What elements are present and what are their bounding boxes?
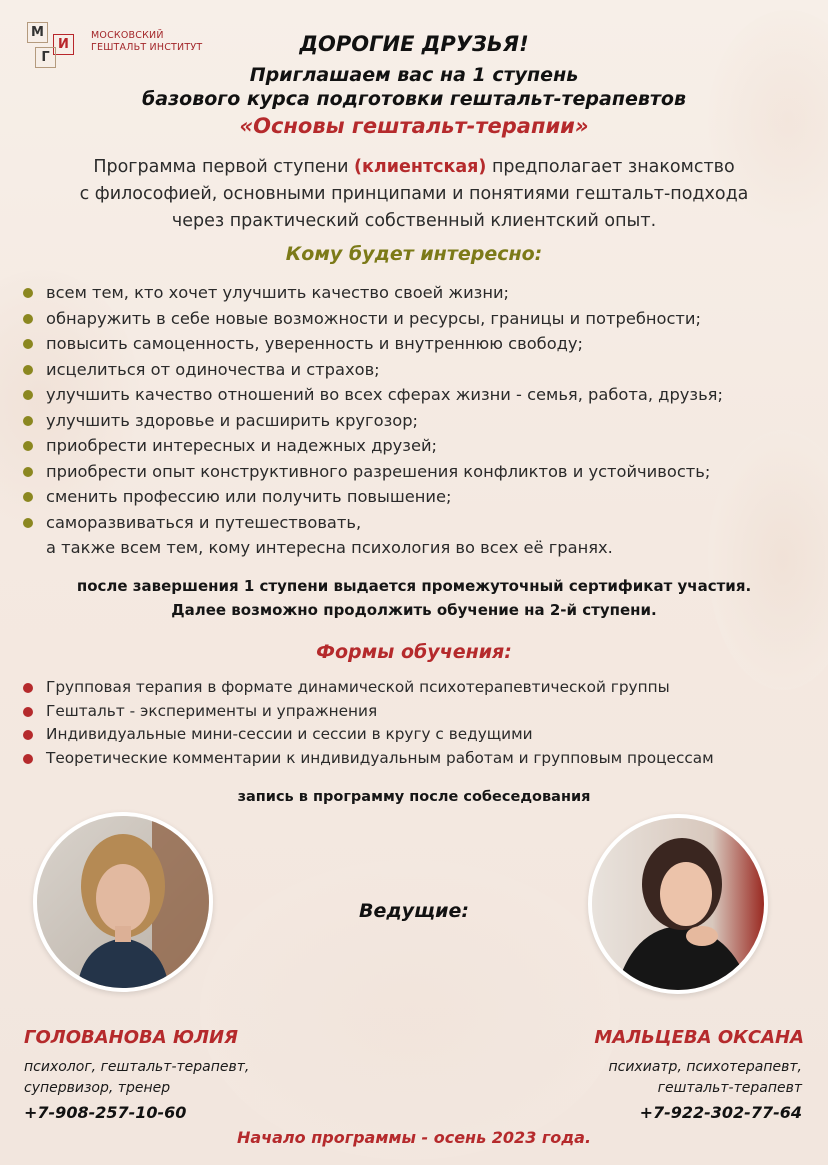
- list-item: [22, 700, 812, 724]
- list-item: [22, 459, 812, 485]
- certificate-line: после завершения 1 ступени выдается промежуточный сертификат участия.: [76, 577, 752, 595]
- logo-line: МОСКОВСКИЙ: [91, 30, 164, 41]
- list-item: [22, 382, 812, 408]
- intro-line: [20, 154, 808, 181]
- list-item-text: приобрести опыт конструктивного разрешения конфликтов и устойчивость;: [46, 461, 711, 481]
- host-role-line: психиатр, психотерапевт,: [608, 1059, 802, 1075]
- list-item: [22, 306, 812, 332]
- list-item-text: Индивидуальные мини-сессии и сессии в кругу с ведущими: [46, 725, 533, 743]
- list-item-text: обнаружить в себе новые возможности и ресурсы, границы и потребности;: [46, 308, 701, 328]
- host-name: МАЛЬЦЕВА ОКСАНА: [594, 1027, 804, 1048]
- program-start-note: Начало программы - осень 2023 года.: [236, 1128, 592, 1147]
- logo-letter: М: [27, 22, 48, 43]
- list-item: [22, 433, 812, 459]
- host-phone[interactable]: +7-908-257-10-60: [24, 1103, 187, 1122]
- bullet-icon: [23, 683, 33, 693]
- enrollment-note: запись в программу после собеседования: [237, 789, 591, 805]
- list-item-text: повысить самоценность, уверенность и внутреннюю свободу;: [46, 334, 584, 353]
- intro-paragraph: [20, 154, 808, 235]
- bullet-icon: [23, 754, 33, 764]
- bullet-icon: [23, 416, 33, 426]
- bullet-icon: [23, 467, 33, 477]
- audience-heading: Кому будет интересно:: [285, 243, 543, 265]
- host-role: [24, 1057, 249, 1099]
- course-name: «Основы гештальт-терапии»: [239, 114, 589, 138]
- bullet-icon: [23, 288, 33, 298]
- subtitle-line: Приглашаем вас на 1 ступень: [249, 64, 579, 86]
- intro-line: через практический собственный клиентский опыт.: [171, 211, 657, 231]
- host-role-line: гештальт-терапевт: [657, 1080, 802, 1096]
- bullet-icon: [23, 339, 33, 349]
- list-item: [22, 723, 812, 747]
- bullet-icon: [23, 441, 33, 451]
- certificate-line: Далее возможно продолжить обучение на 2-й ступени.: [171, 601, 657, 619]
- bullet-icon: [23, 730, 33, 740]
- list-item-text: всем тем, кто хочет улучшить качество своей жизни;: [46, 283, 510, 302]
- list-item: [22, 408, 812, 434]
- list-item-text: Теоретические комментарии к индивидуальным работам и групповым процессам: [46, 748, 714, 767]
- list-item: [22, 280, 812, 306]
- subtitle-line: базового курса подготовки гештальт-терапевтов: [142, 88, 686, 110]
- host-role: [608, 1057, 802, 1099]
- bullet-icon: [23, 365, 33, 375]
- list-item-text: улучшить качество отношений во всех сферах жизни - семья, работа, друзья;: [46, 385, 723, 404]
- list-item: [22, 484, 812, 510]
- hosts-heading: Ведущие:: [359, 900, 469, 922]
- list-item-text: сменить профессию или получить повышение;: [46, 487, 452, 506]
- list-item: [22, 331, 812, 357]
- audience-list: [22, 280, 812, 561]
- list-item-text: приобрести интересных и надежных друзей;: [46, 436, 438, 455]
- list-item-text: Гештальт - эксперименты и упражнения: [46, 701, 378, 720]
- bullet-icon: [23, 707, 33, 717]
- intro-text: Программа первой ступени: [93, 157, 355, 177]
- list-item-text: исцелиться от одиночества и страхов;: [46, 359, 380, 379]
- host-role-line: психолог, гештальт-терапевт,: [24, 1059, 250, 1075]
- intro-highlight: (клиентская): [354, 157, 487, 177]
- list-item: [22, 676, 812, 700]
- intro-text: предполагает знакомство: [486, 157, 735, 177]
- logo-line: ГЕШТАЛЬТ ИНСТИТУТ: [91, 42, 203, 53]
- page-title: ДОРОГИЕ ДРУЗЬЯ!: [299, 32, 529, 56]
- list-item-text: улучшить здоровье и расширить кругозор;: [46, 410, 419, 430]
- list-item-continuation: [22, 535, 812, 561]
- list-item-text: Групповая терапия в формате динамической психотерапевтической группы: [46, 678, 670, 696]
- list-item: [22, 357, 812, 383]
- bullet-icon: [23, 492, 33, 502]
- host-phone[interactable]: +7-922-302-77-64: [639, 1103, 802, 1122]
- bullet-icon: [23, 314, 33, 324]
- list-item: [22, 747, 812, 771]
- forms-heading: Формы обучения:: [316, 641, 512, 663]
- bullet-icon: [23, 518, 33, 528]
- list-item: [22, 510, 812, 536]
- list-item-text: саморазвиваться и путешествовать,: [46, 512, 362, 532]
- host-role-line: супервизор, тренер: [24, 1080, 171, 1096]
- host-name: ГОЛОВАНОВА ЮЛИЯ: [24, 1027, 238, 1048]
- logo-letter: И: [53, 34, 74, 55]
- intro-line: с философией, основными принципами и понятиями гештальт-подхода: [79, 184, 749, 204]
- bullet-icon: [23, 390, 33, 400]
- forms-list: [22, 676, 812, 770]
- logo-letter: Г: [35, 47, 56, 68]
- certificate-note: [0, 574, 828, 622]
- list-item-text: а также всем тем, кому интересна психология во всех её гранях.: [46, 538, 613, 557]
